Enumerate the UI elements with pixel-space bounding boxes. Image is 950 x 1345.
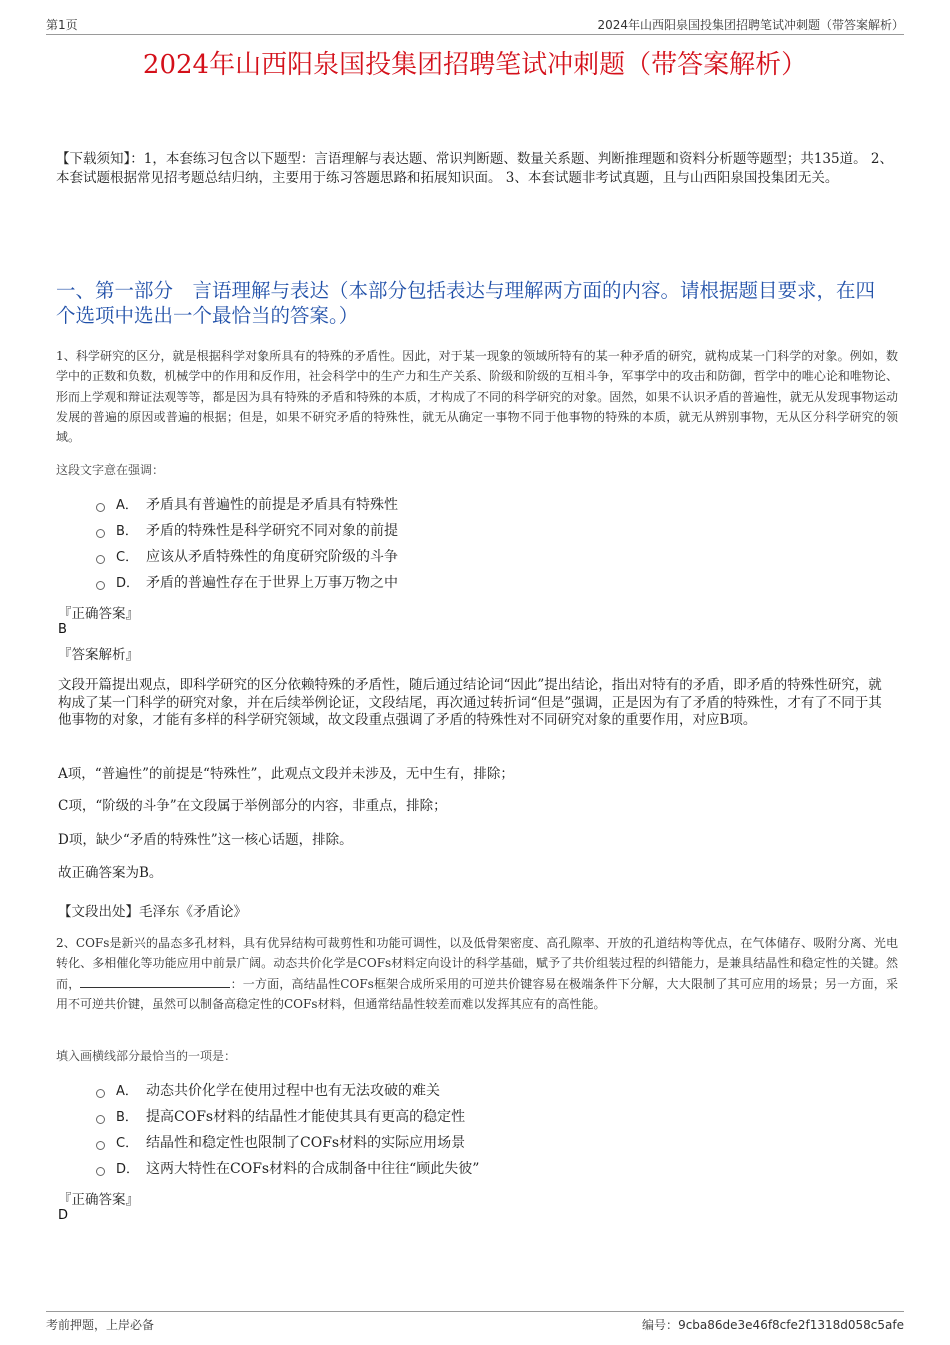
option-a[interactable]: A． 动态共价化学在使用过程中也有无法攻破的难关	[96, 1080, 696, 1106]
correct-answer-value: D	[58, 1208, 69, 1223]
question-2-text: 2、COFs是新兴的晶态多孔材料，具有优异结构可裁剪性和功能可调性，以及低骨架密度、高孔隙率、开放的孔道结构等优点，在气体储存、吸附分离、光电转化、多相催化等功能应用中前景广阔。动态共价化学是COFs材料定向设计的科学基础，赋予了共价组装过程的纠错能力，是兼具结晶性和稳定性的关键。然而， ：一方面，高结晶性COFs框架合成所采用的可逆共价键容易在极端条件下分解，大大限制了其可应用的场景；另一方面，采用不可逆共价键，虽然可以制备高稳定性的COFs材料，但通常结晶性较差而难以发挥其应有的高性能。	[56, 936, 898, 1011]
analysis-paragraph: 故正确答案为B。	[58, 865, 163, 881]
question-2-options	[96, 1080, 696, 1184]
question-1-text: 1、科学研究的区分，就是根据科学对象所具有的特殊的矛盾性。因此，对于某一现象的领域所特有的某一种矛盾的研究，就构成某一门科学的对象。例如，数学中的正数和负数，机械学中的作用和反作用，社会科学中的生产力和生产关系、阶级和阶级的互相斗争，军事学中的攻击和防御，哲学中的唯心论和唯物论、形而上学观和辩证法观等等，都是因为具有特殊的矛盾和特殊的本质，才构成了不同的科学研究的对象。固然，如果不认识矛盾的普遍性，就无从发现事物运动发展的普遍的原因或普遍的根据；但是，如果不研究矛盾的特殊性，就无从确定一事物不同于他事物的特殊的本质，就无从辨别事物，无从区分科学研究的领域。	[56, 349, 898, 445]
correct-answer-value: B	[58, 622, 67, 637]
page-footer	[46, 1311, 904, 1336]
radio-button[interactable]	[96, 555, 105, 564]
correct-answer-label: 『正确答案』	[58, 1192, 139, 1208]
passage-source: 【文段出处】毛泽东《矛盾论》	[58, 904, 247, 920]
section-heading: 一、第一部分 言语理解与表达（本部分包括表达与理解两方面的内容。请根据题目要求，在四个选项中选出一个最恰当的答案。）	[56, 279, 876, 327]
radio-button[interactable]	[96, 1115, 105, 1124]
question-1-options	[96, 494, 696, 598]
page-number: 第1页	[46, 18, 78, 32]
analysis-label: 『答案解析』	[58, 647, 139, 663]
question-2-prompt: 填入画横线部分最恰当的一项是：	[56, 1049, 237, 1063]
radio-button[interactable]	[96, 503, 105, 512]
analysis-paragraph: 文段开篇提出观点，即科学研究的区分依赖特殊的矛盾性，随后通过结论词“因此”提出结论，指出对特有的矛盾，即矛盾的特殊性研究，就构成了某一门科学的研究对象，并在后续举例论证，文段结尾，再次通过转折词“但是”强调，正是因为有了矛盾的特殊性，才有了不同于其他事物的对象，才能有多样的科学研究领域，故文段重点强调了矛盾的特殊性对不同研究对象的重要作用，对应B项。	[58, 677, 882, 728]
option-b[interactable]: B． 矛盾的特殊性是科学研究不同对象的前提	[96, 520, 696, 546]
option-b[interactable]: B． 提高COFs材料的结晶性才能使其具有更高的稳定性	[96, 1106, 696, 1132]
document-title: 2024年山西阳泉国投集团招聘笔试冲刺题（带答案解析）	[142, 50, 808, 80]
option-d[interactable]: D． 矛盾的普遍性存在于世界上万事万物之中	[96, 572, 696, 598]
option-c[interactable]: C． 应该从矛盾特殊性的角度研究阶级的斗争	[96, 546, 696, 572]
analysis-paragraph: C项，“阶级的斗争”在文段属于举例部分的内容，非重点，排除；	[58, 798, 447, 814]
fill-in-blank	[80, 977, 230, 988]
question-1-prompt: 这段文字意在强调：	[56, 463, 165, 477]
header-doc-title: 2024年山西阳泉国投集团招聘笔试冲刺题（带答案解析）	[597, 18, 904, 32]
option-a[interactable]: A． 矛盾具有普遍性的前提是矛盾具有特殊性	[96, 494, 696, 520]
running-header	[46, 14, 904, 35]
option-c[interactable]: C． 结晶性和稳定性也限制了COFs材料的实际应用场景	[96, 1132, 696, 1158]
option-d[interactable]: D． 这两大特性在COFs材料的合成制备中往往“顾此失彼”	[96, 1158, 696, 1184]
analysis-paragraph: A项，“普遍性”的前提是“特殊性”，此观点文段并未涉及，无中生有，排除；	[58, 766, 514, 782]
footer-slogan: 考前押题，上岸必备	[46, 1318, 155, 1332]
correct-answer-label: 『正确答案』	[58, 606, 139, 622]
download-notice: 【下载须知】：1，本套练习包含以下题型：言语理解与表达题、常识判断题、数量关系题、判断推理题和资料分析题等题型；共135道。 2、本套试题根据常见招考题总结归纳，主要用于练习答题思路和拓展知识面。 3、本套试题非考试真题，且与山西阳泉国投集团无关。	[56, 151, 893, 186]
radio-button[interactable]	[96, 581, 105, 590]
radio-button[interactable]	[96, 529, 105, 538]
radio-button[interactable]	[96, 1167, 105, 1176]
analysis-paragraph: D项，缺少“矛盾的特殊性”这一核心话题，排除。	[58, 832, 353, 848]
radio-button[interactable]	[96, 1141, 105, 1150]
radio-button[interactable]	[96, 1089, 105, 1098]
document-id: 编号：9cba86de3e46f8cfe2f1318d058c5afe	[642, 1318, 904, 1332]
